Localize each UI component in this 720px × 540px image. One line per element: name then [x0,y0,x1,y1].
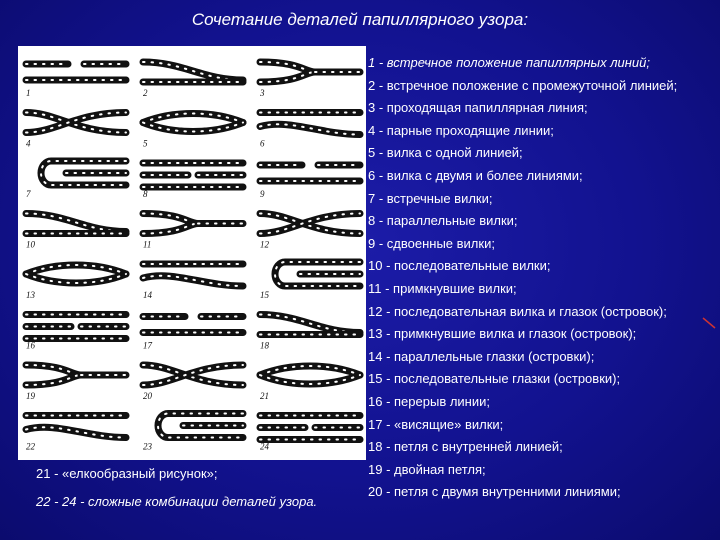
figure-label-19: 19 [26,391,35,401]
legend-item-15: 15 - последовательные глазки (островки); [368,371,621,387]
figure-label-8: 8 [143,189,148,199]
figure-label-3: 3 [260,88,265,98]
legend-list [368,52,718,504]
legend-item-1: 1 - встречное положение папиллярных линий; [368,55,651,70]
figure-label-22: 22 [26,441,35,452]
figure-label-7: 7 [26,189,31,199]
legend-item-17: 17 - «висящие» вилки; [368,416,504,432]
figure-label-12: 12 [260,239,269,250]
figure-label-6: 6 [260,138,265,149]
note-22: 22 - 24 - сложные комбинации деталей узора. [36,494,318,509]
figure-label-18: 18 [260,340,269,351]
legend-item-20: 20 - петля с двумя внутренними линиями; [368,484,621,500]
legend-item-8: 8 - параллельные вилки; [368,213,518,229]
legend-item-2: 2 - встречное положение с промежуточной линией; [368,77,678,93]
slide-title: Сочетание деталей папиллярного узора: [191,10,529,29]
figure-label-23: 23 [143,441,152,452]
legend-item-18: 18 - петля с внутренней линией; [368,439,563,455]
figure-label-1: 1 [26,88,31,98]
legend-item-5: 5 - вилка с одной линией; [368,145,523,161]
pattern-illustration-panel [18,46,366,460]
figure-label-11: 11 [143,239,152,250]
figure-label-17: 17 [143,340,152,351]
legend-item-11: 11 - примкнувшие вилки; [368,280,517,296]
legend-item-14: 14 - параллельные глазки (островки); [368,348,595,364]
figure-label-2: 2 [143,88,148,98]
slide-corner-mark-icon [702,316,716,330]
legend-item-6: 6 - вилка с двумя и более линиями; [368,167,583,183]
figure-label-10: 10 [26,239,35,250]
legend-item-4: 4 - парные проходящие линии; [368,122,554,138]
papillary-pattern-figures [18,46,366,460]
legend-item-7: 7 - встречные вилки; [368,190,493,206]
legend-item-12: 12 - последовательная вилка и глазок (островок); [368,303,667,319]
legend-item-13: 13 - примкнувшие вилка и глазок (островок); [368,326,637,342]
legend-item-19: 19 - двойная петля; [368,461,486,477]
figure-label-14: 14 [143,290,152,300]
figure-label-5: 5 [143,138,148,149]
legend-item-10: 10 - последовательные вилки; [368,258,551,274]
figure-label-20: 20 [143,391,152,401]
note-21: 21 - «елкообразный рисунок»; [36,466,218,481]
figure-label-16: 16 [26,340,35,351]
legend-item-9: 9 - сдвоенные вилки; [368,235,495,251]
legend-item-3: 3 - проходящая папиллярная линия; [368,100,588,116]
figure-label-13: 13 [26,290,35,300]
figure-label-4: 4 [26,138,31,149]
figure-label-15: 15 [260,290,269,300]
legend-item-16: 16 - перерыв линии; [368,393,490,409]
figure-label-21: 21 [260,391,269,401]
figure-label-24: 24 [260,441,269,452]
figure-label-9: 9 [260,189,265,199]
